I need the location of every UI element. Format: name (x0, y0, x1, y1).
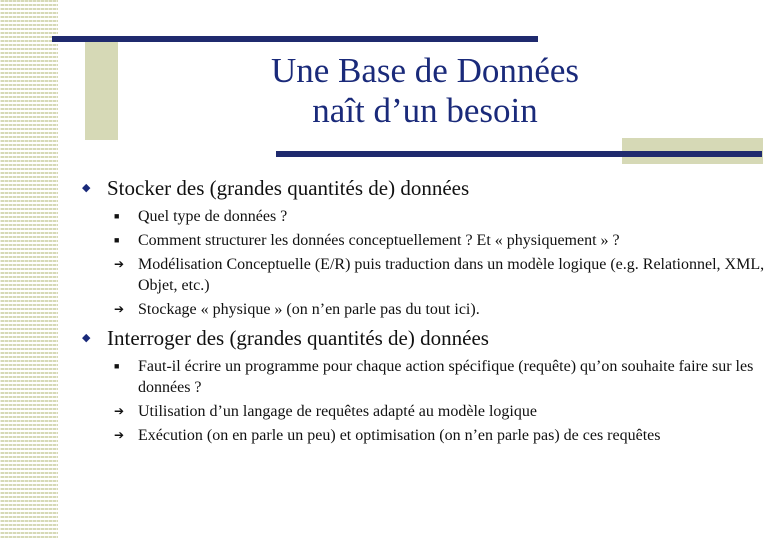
square-bullet-icon: ■ (114, 235, 120, 245)
arrow-bullet-icon: ➔ (114, 257, 125, 271)
list-item-text: Modélisation Conceptuelle (E/R) puis traduction dans un modèle logique (e.g. Relationnel, XML, Objet, etc.) (138, 256, 765, 294)
list-item-text: Utilisation d’un langage de requêtes adapté au modèle logique (138, 403, 537, 420)
list-item-text: Stockage « physique » (on n’en parle pas du tout ici). (138, 301, 480, 318)
list-item-text: Comment structurer les données conceptuellement ? Et « physiquement » ? (138, 232, 620, 249)
list-item (114, 356, 766, 398)
querying-list (114, 356, 766, 446)
list-item-text: Exécution (on en parle un peu) et optimisation (on n’en parle pas) de ces requêtes (138, 427, 661, 444)
square-bullet-icon: ■ (114, 361, 120, 371)
bottom-rule (276, 151, 762, 157)
list-item-text: Faut-il écrire un programme pour chaque action spécifique (requête) qu’on souhaite faire sur les données ? (138, 358, 754, 396)
arrow-bullet-icon: ➔ (114, 428, 125, 442)
slide-content (82, 176, 766, 452)
list-item-text: Quel type de données ? (138, 208, 288, 225)
left-stripe-decoration (0, 0, 58, 540)
section-heading: Interroger des (grandes quantités de) données (107, 326, 489, 350)
title-line-1: Une Base de Données (270, 51, 580, 90)
diamond-icon: ◆ (82, 332, 91, 344)
section-heading: Stocker des (grandes quantités de) données (107, 176, 470, 200)
section-storage (82, 176, 766, 200)
slide-title (120, 51, 730, 131)
list-item (114, 425, 766, 446)
list-item (114, 230, 766, 251)
list-item (114, 254, 766, 296)
square-bullet-icon: ■ (114, 211, 120, 221)
title-line-2: naît d’un besoin (312, 91, 538, 130)
top-decor-box (85, 40, 118, 140)
storage-list (114, 206, 766, 320)
top-rule (52, 36, 538, 42)
list-item (114, 299, 766, 320)
arrow-bullet-icon: ➔ (114, 302, 125, 316)
list-item (114, 206, 766, 227)
diamond-icon: ◆ (82, 182, 91, 194)
section-querying (82, 326, 766, 350)
list-item (114, 401, 766, 422)
arrow-bullet-icon: ➔ (114, 404, 125, 418)
